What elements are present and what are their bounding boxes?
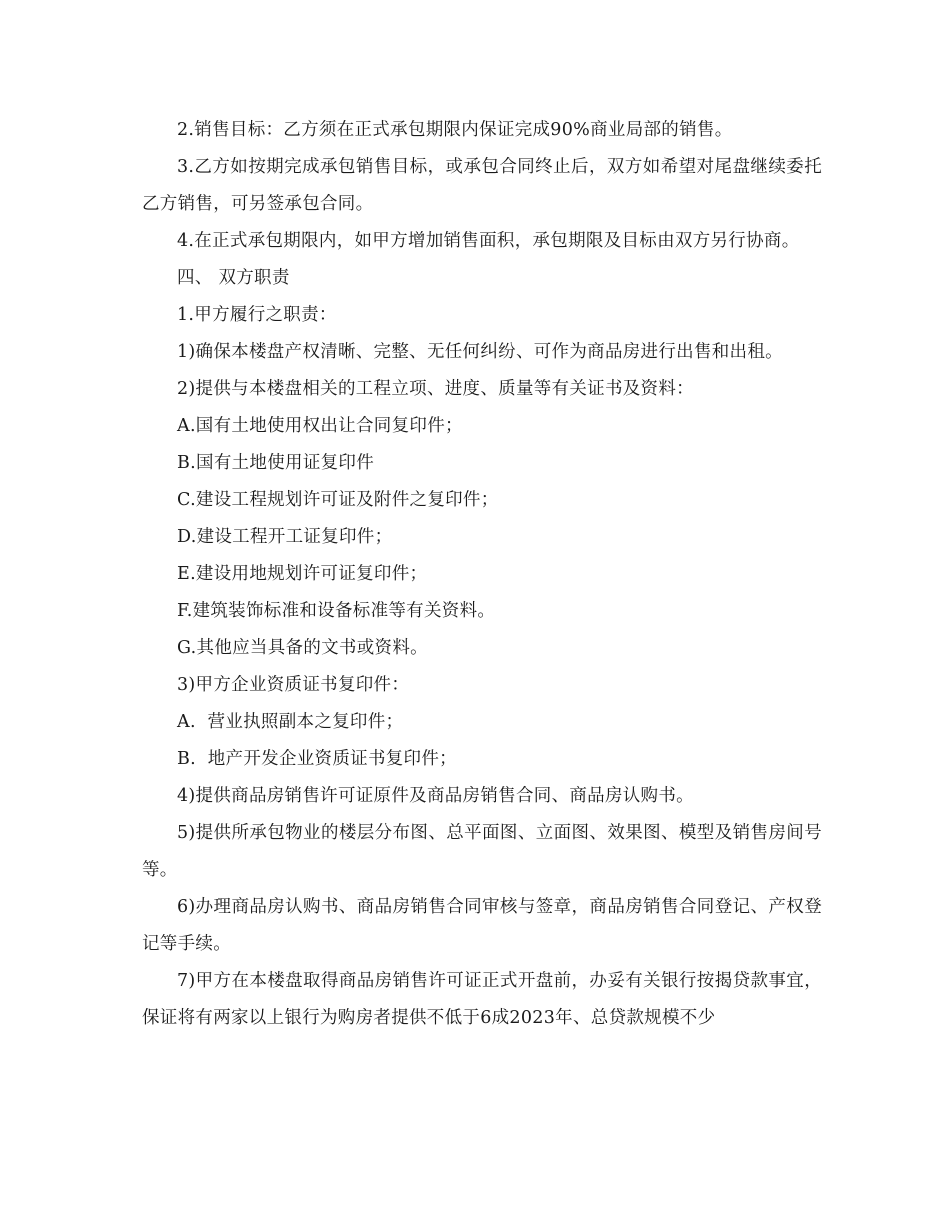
document-body [142,112,822,1037]
duty-item-1: 1)确保本楼盘产权清晰、完整、无任何纠纷、可作为商品房进行出售和出租。 [177,342,783,362]
duty-item-3: 3)甲方企业资质证书复印件： [177,675,410,695]
document-list-item: C.建设工程规划许可证及附件之复印件； [177,490,499,510]
duty-item-6: 6)办理商品房认购书、商品房销售合同审核与签章，商品房销售合同登记、产权登记等手续。 [142,897,822,954]
document-list-item: A. 营业执照副本之复印件； [177,712,404,732]
duty-item-5: 5)提供所承包物业的楼层分布图、总平面图、立面图、效果图、模型及销售房间号等。 [142,823,822,880]
duty-item-4: 4)提供商品房销售许可证原件及商品房销售合同、商品房认购书。 [177,786,694,806]
paragraph-sales-target: 2.销售目标：乙方须在正式承包期限内保证完成90%商业局部的销售。 [177,120,733,140]
subheading-party-a-duties: 1.甲方履行之职责： [177,305,337,325]
document-list-item: B. 地产开发企业资质证书复印件； [177,749,457,769]
document-list-item: F.建筑装饰标准和设备标准等有关资料。 [177,601,496,621]
duty-item-7: 7)甲方在本楼盘取得商品房销售许可证正式开盘前，办妥有关银行按揭贷款事宜，保证将有两家以上银行为购房者提供不低于6成2023年、总贷款规模不少 [142,971,822,1028]
document-list-item: G.其他应当具备的文书或资料。 [177,638,428,658]
section-heading-duties: 四、 双方职责 [177,268,290,288]
document-list-item: B.国有土地使用证复印件 [177,453,375,473]
paragraph-contract-renewal: 3.乙方如按期完成承包销售目标，或承包合同终止后，双方如希望对尾盘继续委托乙方销售，可另签承包合同。 [142,157,822,214]
duty-item-2: 2)提供与本楼盘相关的工程立项、进度、质量等有关证书及资料： [177,379,694,399]
document-list-item: D.建设工程开工证复印件； [177,527,393,547]
paragraph-area-increase: 4.在正式承包期限内，如甲方增加销售面积，承包期限及目标由双方另行协商。 [177,231,800,251]
document-list-item: E.建设用地规划许可证复印件； [177,564,428,584]
document-list-item: A.国有土地使用权出让合同复印件； [177,416,463,436]
